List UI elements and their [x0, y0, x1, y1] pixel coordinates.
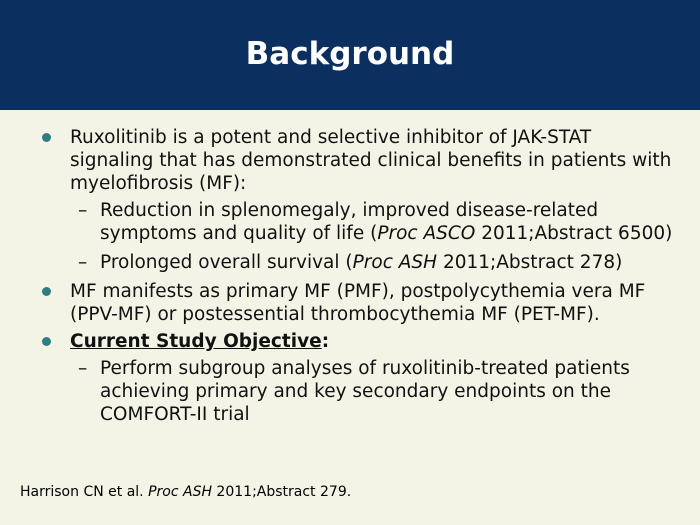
sub-bullet-item	[40, 251, 680, 274]
bullet-dot-icon	[42, 287, 51, 296]
bullet-text: Ruxolitinib is a potent and selective inhibitor of JAK-STAT signaling that has demonstrated clinical benefits in patients with myelofibrosis (MF):	[70, 127, 672, 194]
sub-bullet-text: Perform subgroup analyses of ruxolitinib-treated patients achieving primary and key secondary endpoints on the COMFORT-II trial	[100, 358, 630, 425]
citation-footer: Harrison CN et al. Proc ASH 2011;Abstract 279.	[20, 484, 352, 500]
sub-bullet-item	[40, 357, 680, 426]
slide-body	[40, 126, 680, 432]
dash-icon: –	[78, 252, 88, 273]
bullet-item	[40, 280, 680, 326]
bullet-item	[40, 330, 680, 353]
bullet-dot-icon	[42, 337, 51, 346]
objective-label: Current Study Objective	[70, 331, 322, 352]
sub-bullet-text: Reduction in splenomegaly, improved disease-related symptoms and quality of life (Proc ASCO 2011;Abstract 6500)	[100, 200, 673, 244]
bullet-text: Current Study Objective:	[70, 331, 330, 352]
sub-bullet-item	[40, 199, 680, 245]
bullet-dot-icon	[42, 133, 51, 142]
bullet-item	[40, 126, 680, 195]
dash-icon: –	[78, 358, 88, 379]
dash-icon: –	[78, 200, 88, 221]
slide-title: Background	[245, 36, 455, 72]
sub-bullet-text: Prolonged overall survival (Proc ASH 2011;Abstract 278)	[100, 252, 623, 273]
title-bar	[0, 0, 700, 110]
bullet-text: MF manifests as primary MF (PMF), postpolycythemia vera MF (PPV-MF) or postessential thrombocythemia MF (PET-MF).	[70, 281, 646, 325]
